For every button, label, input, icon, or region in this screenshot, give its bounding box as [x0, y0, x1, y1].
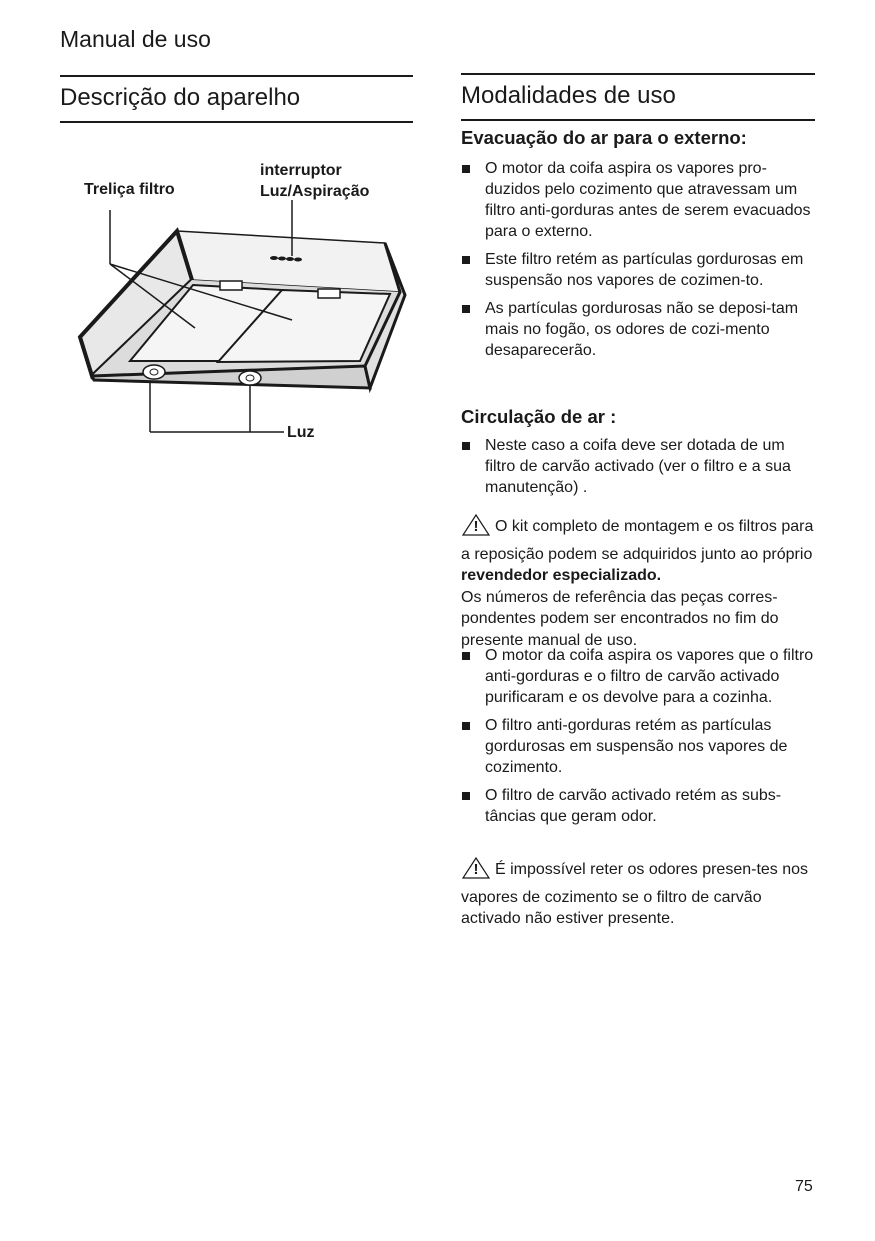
list-item: O filtro anti-gorduras retém as partículas gordurosas em suspensão nos vapores de cozimento.: [461, 715, 817, 778]
label-light: Luz: [287, 424, 315, 441]
right-top-rule: [461, 73, 815, 75]
bullet-square-icon: [462, 442, 470, 450]
right-bottom-rule: [461, 119, 815, 121]
bullet-square-icon: [462, 305, 470, 313]
list-item: Este filtro retém as partículas gordurosas em suspensão nos vapores de cozimen-to.: [461, 249, 817, 291]
label-filter-grid: Treliça filtro: [84, 181, 175, 198]
light-left: [143, 365, 165, 379]
bullet-square-icon: [462, 165, 470, 173]
page-number: 75: [795, 1178, 813, 1195]
circulation-list-2: [461, 645, 817, 834]
filter-handle-left: [220, 281, 242, 290]
warning-triangle-icon: [461, 513, 491, 544]
list-item: Neste caso a coifa deve ser dotada de um filtro de carvão activado (ver o filtro e a sua manutenção) .: [461, 435, 817, 498]
heading-circulation: Circulação de ar :: [461, 406, 617, 427]
warning-note-2: ! É impossível reter os odores presen-tes nos vapores de cozimento se o filtro de carvão activado não estiver presente.: [461, 856, 817, 930]
left-top-rule: [60, 75, 413, 77]
svg-text:!: !: [473, 861, 479, 878]
left-section-title: Descrição do aparelho: [60, 84, 301, 111]
warning-triangle-icon: [461, 856, 491, 887]
bullet-square-icon: [462, 792, 470, 800]
label-switch-line2: Luz/Aspiração: [260, 183, 370, 200]
right-section-title: Modalidades de uso: [461, 82, 676, 109]
bullet-square-icon: [462, 652, 470, 660]
circulation-list: [461, 435, 817, 505]
light-right: [239, 371, 261, 385]
heading-evacuation: Evacuação do ar para o externo:: [461, 127, 747, 148]
svg-text:!: !: [473, 518, 479, 535]
label-switch-line1: interruptor: [260, 162, 342, 179]
bullet-square-icon: [462, 722, 470, 730]
warning-note-1: ! O kit completo de montagem e os filtros para a reposição podem se adquiridos junto ao próprio revendedor especializado. Os números de referência das peças corres-pondentes podem ser encontrados no fim do presente manual de uso.: [461, 513, 817, 651]
list-item: O filtro de carvão activado retém as subs-tâncias que geram odor.: [461, 785, 817, 827]
range-hood-illustration: [60, 140, 420, 450]
bullet-square-icon: [462, 256, 470, 264]
left-bottom-rule: [60, 121, 413, 123]
list-item: O motor da coifa aspira os vapores que o filtro anti-gorduras e o filtro de carvão activado purificaram e os devolve para a cozinha.: [461, 645, 817, 708]
document-title: Manual de uso: [60, 26, 211, 52]
list-item: As partículas gordurosas não se deposi-tam mais no fogão, os odores de cozi-mento desaparecerão.: [461, 298, 817, 361]
evacuation-list: [461, 158, 817, 368]
filter-handle-right: [318, 289, 340, 298]
list-item: O motor da coifa aspira os vapores pro-duzidos pelo cozimento que atravessam um filtro anti-gorduras antes de serem evacuados para o externo.: [461, 158, 817, 242]
